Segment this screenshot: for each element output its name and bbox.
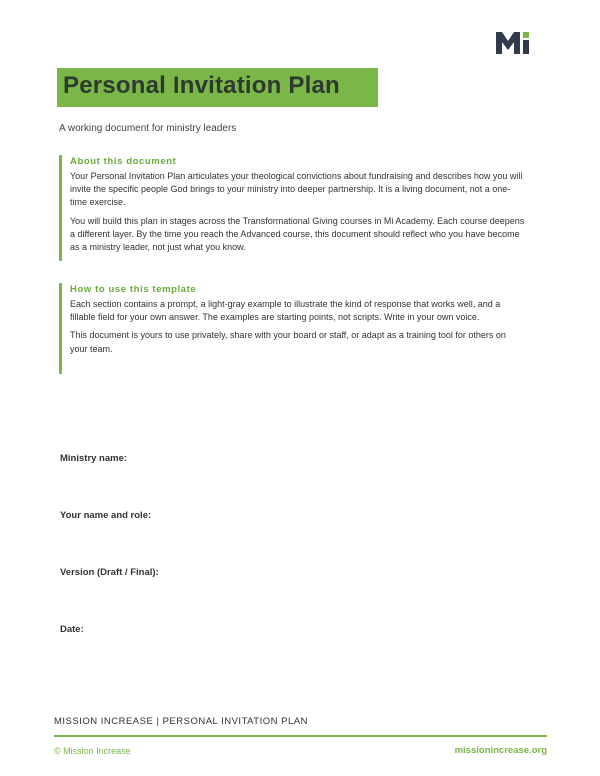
ministry-name-label: Ministry name: bbox=[60, 453, 128, 464]
footer-website-link[interactable]: missionincrease.org bbox=[454, 745, 547, 756]
page-title: Personal Invitation Plan bbox=[63, 72, 340, 99]
page-subtitle: A working document for ministry leaders bbox=[59, 123, 237, 134]
section-heading: How to use this template bbox=[70, 284, 197, 295]
footer-divider bbox=[54, 735, 547, 737]
name-and-role-label: Your name and role: bbox=[60, 510, 152, 521]
footer-copyright: © Mission Increase bbox=[54, 746, 131, 756]
version-label: Version (Draft / Final): bbox=[60, 567, 159, 578]
section-paragraph: Your Personal Invitation Plan articulates your theological convictions about fundraising and describes how you will invite the specific people God brings to your ministry into deeper partnership. It is a living document, not a one-time exercise. bbox=[70, 171, 523, 208]
section-paragraph: You will build this plan in stages across the Transformational Giving courses in Mi Academy. Each course deepens a different layer. By the time you reach the Advanced course, this document should reflect who you have become as a ministry leader, not just what you know. bbox=[70, 215, 525, 253]
section-heading: About this document bbox=[70, 156, 177, 167]
section-paragraph: This document is yours to use privately, share with your board or staff, or adapt as a training tool for others on your team. bbox=[70, 330, 506, 354]
date-label: Date: bbox=[60, 624, 84, 635]
section-about-document bbox=[59, 155, 529, 261]
section-how-to-use bbox=[59, 283, 529, 374]
mi-logo-icon bbox=[496, 32, 538, 54]
footer-title: MISSION INCREASE | PERSONAL INVITATION PLAN bbox=[54, 716, 308, 727]
section-paragraph: Each section contains a prompt, a light-gray example to illustrate the kind of response that works well, and a fillable field for your own answer. The examples are starting points, not scripts. Write in your own voice. bbox=[70, 299, 501, 323]
